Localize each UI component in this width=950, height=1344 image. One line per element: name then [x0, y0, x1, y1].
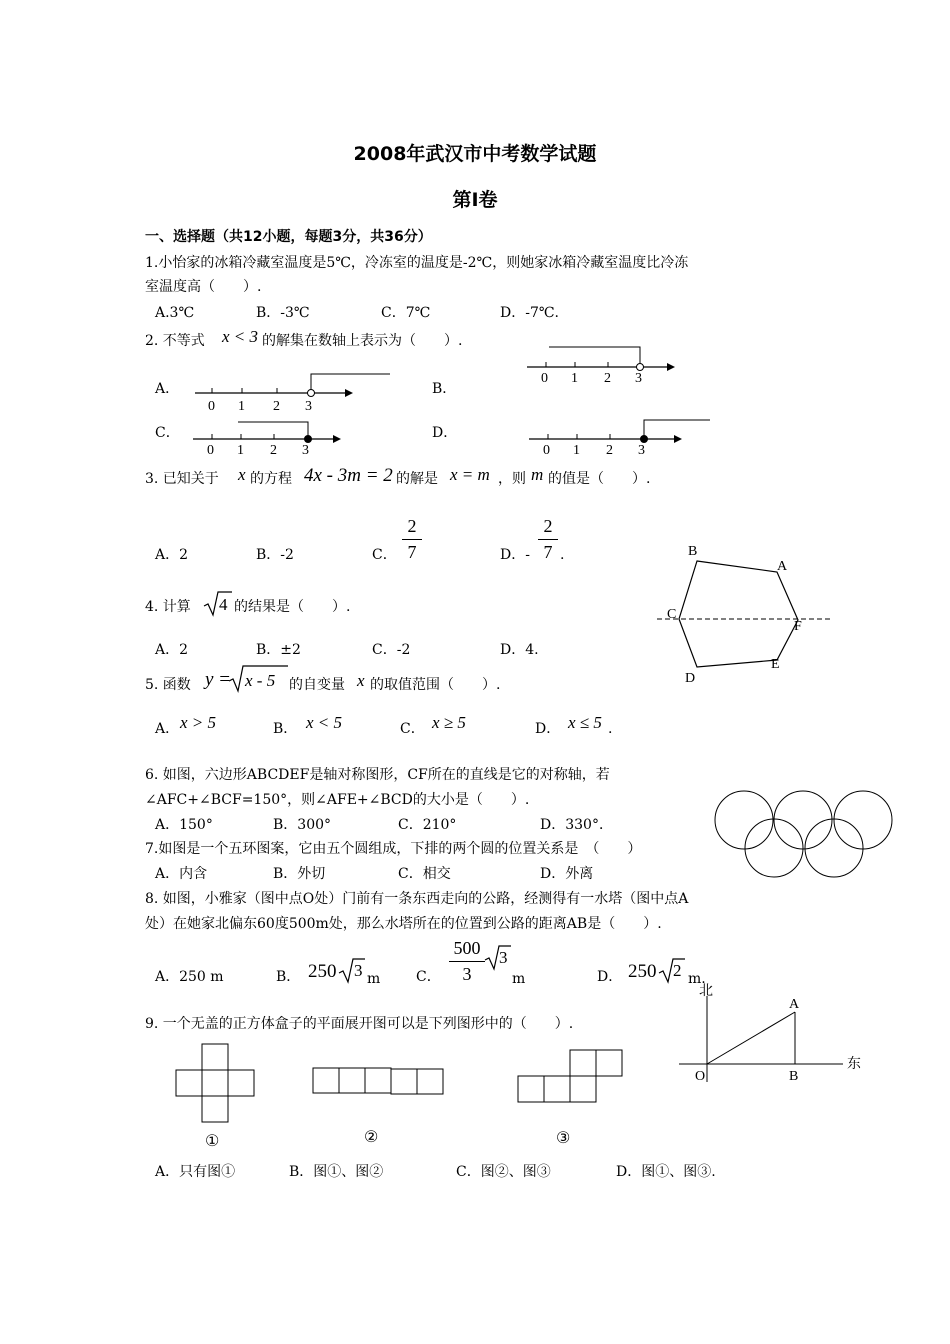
hexagon-figure	[655, 540, 835, 685]
frac-num: 2	[543, 516, 553, 536]
tick-label: 3	[305, 399, 312, 414]
q7-text-line1: 7.如图是一个五环图案，它由五个圆组成，下排的两个圆的位置关系是 （ ）	[145, 841, 642, 857]
q6-option-c: C．210°	[398, 817, 457, 833]
net-figure-3	[517, 1048, 625, 1106]
q5-option-d: x ≤ 5	[568, 713, 602, 732]
frac-num: 500	[453, 938, 481, 958]
point-label-o: O	[695, 1069, 706, 1084]
q8-d-radicand: 2	[673, 961, 682, 980]
q3-option-d: D．-	[500, 547, 530, 563]
tick-label: 3	[635, 371, 642, 386]
tick-label: 2	[606, 443, 613, 458]
q2-label-b: B．	[432, 381, 457, 397]
tick-label: 0	[208, 399, 215, 414]
q2-label-a: A．	[155, 381, 180, 397]
tick-label: 3	[638, 443, 645, 458]
q7-option-b: B．外切	[273, 866, 326, 882]
q8-b-unit: m	[367, 971, 381, 987]
q5-label-c: C．	[400, 721, 425, 737]
net-label-2: ②	[364, 1127, 379, 1146]
q8-option-a: A．250 m	[155, 969, 224, 985]
q7-option-d: D．外离	[540, 866, 594, 882]
point-label-b: B	[688, 544, 698, 559]
q3-text-mid2: 的解是	[396, 471, 438, 487]
point-label-c: C	[667, 607, 677, 622]
tick-label: 2	[273, 399, 280, 414]
number-line-a	[190, 368, 400, 418]
q3-text-post: 的值是（ ）.	[548, 471, 651, 487]
q7-option-c: C．相交	[398, 866, 451, 882]
q5-option-d-end: .	[608, 721, 613, 737]
q3-var-m: m	[531, 465, 544, 484]
tick-label: 1	[571, 371, 578, 386]
q8-d-coef: 250	[628, 961, 657, 982]
q5-option-a: x > 5	[180, 713, 217, 732]
point-label-f: F	[794, 619, 802, 634]
q4-text-post: 的结果是（ ）.	[234, 599, 351, 615]
q3-text-mid: 的方程	[250, 471, 292, 487]
q2-text-pre: 2. 不等式	[145, 333, 205, 349]
tick-label: 1	[237, 443, 244, 458]
tick-label: 2	[270, 443, 277, 458]
net-label-3: ③	[556, 1128, 571, 1147]
q8-b-radicand: 3	[354, 961, 363, 980]
q4-option-c: C．-2	[372, 642, 411, 658]
point-label-e: E	[771, 657, 780, 672]
north-label: 北	[699, 984, 713, 999]
q9-option-d: D．图①、图③.	[616, 1164, 716, 1180]
q3-solution: x = m	[450, 465, 490, 484]
q8-c-sqrt-sign	[484, 944, 512, 972]
five-rings-figure	[708, 782, 898, 882]
page-title: 2008年武汉市中考数学试题	[353, 143, 597, 165]
number-line-c	[188, 414, 358, 459]
q1-option-a: A.3℃	[155, 305, 195, 321]
q8-label-c: C．	[416, 969, 441, 985]
q7-option-a: A．内含	[155, 866, 208, 882]
q6-text-line1: 6. 如图，六边形ABCDEF是轴对称图形，CF所在的直线是它的对称轴，若	[145, 767, 610, 783]
tick-label: 0	[543, 443, 550, 458]
q3-var-x: x	[238, 465, 246, 484]
q3-option-d-end: .	[560, 547, 565, 563]
q5-option-c: x ≥ 5	[432, 713, 466, 732]
q4-sqrt-sign	[203, 590, 233, 618]
tick-label: 0	[207, 443, 214, 458]
q8-c-unit: m	[512, 971, 526, 987]
q1-option-b: B．-3℃	[256, 305, 310, 321]
q8-text-line1: 8. 如图，小雅家（图中点O处）门前有一条东西走向的公路，经测得有一水塔（图中点A	[145, 891, 689, 907]
q3-equation: 4x - 3m = 2	[304, 465, 393, 486]
q9-option-c: C．图②、图③	[456, 1164, 551, 1180]
q2-label-c: C．	[155, 425, 180, 441]
point-label-d: D	[685, 671, 696, 686]
compass-figure	[675, 982, 865, 1087]
q9-text-line1: 9. 一个无盖的正方体盒子的平面展开图可以是下列图形中的（ ）.	[145, 1016, 574, 1032]
q8-b-coef: 250	[308, 961, 337, 982]
q1-option-c: C．7℃	[381, 305, 431, 321]
net-figure-2	[311, 1066, 447, 1096]
q1-text-line2: 室温度高（ ）.	[145, 279, 262, 295]
q6-option-a: A．150°	[155, 817, 213, 833]
frac-den: 3	[462, 964, 472, 984]
net-figure-1	[175, 1042, 257, 1126]
q8-d-unit: m.	[688, 971, 706, 987]
net-label-1: ①	[205, 1131, 220, 1150]
q1-option-d: D．-7℃.	[500, 305, 559, 321]
frac-num: 2	[407, 516, 417, 536]
tick-label: 0	[541, 371, 548, 386]
q5-label-a: A．	[155, 721, 180, 737]
q5-label-d: D．	[535, 721, 561, 737]
q8-text-line2: 处）在她家北偏东60度500m处，那么水塔所在的位置到公路的距离AB是（ ）.	[145, 916, 662, 932]
q3-fraction-d	[538, 516, 558, 563]
q5-label-b: B．	[273, 721, 298, 737]
q3-option-a: A．2	[155, 547, 189, 563]
section-heading: 一、选择题（共12小题，每题3分，共36分）	[145, 229, 432, 245]
q5-text-post: 的取值范围（ ）.	[370, 677, 501, 693]
frac-den: 7	[407, 542, 417, 562]
q6-option-d: D．330°．	[540, 817, 613, 833]
q5-var-x: x	[357, 671, 365, 690]
q4-text-pre: 4. 计算	[145, 599, 191, 615]
q3-option-b: B．-2	[256, 547, 294, 563]
tick-label: 1	[573, 443, 580, 458]
q4-option-b: B．±2	[256, 642, 301, 658]
q3-fraction-c	[402, 516, 422, 563]
q6-text-line2: ∠AFC+∠BCF=150°，则∠AFE+∠BCD的大小是（ ）.	[145, 792, 530, 808]
q5-radicand: x - 5	[245, 671, 276, 690]
q4-option-a: A．2	[155, 642, 189, 658]
q2-text-post: 的解集在数轴上表示为（ ）.	[262, 333, 463, 349]
q5-option-b: x < 5	[306, 713, 343, 732]
q5-function: y =	[205, 669, 232, 690]
q5-text-pre: 5. 函数	[145, 677, 191, 693]
q8-c-radicand: 3	[499, 948, 508, 967]
q2-label-d: D．	[432, 425, 458, 441]
volume-title: 第Ⅰ卷	[452, 189, 498, 211]
q8-label-d: D．	[597, 969, 623, 985]
q5-text-mid: 的自变量	[289, 677, 345, 693]
q9-option-a: A．只有图①	[155, 1164, 236, 1180]
q6-option-b: B．300°	[273, 817, 332, 833]
q8-c-fraction	[449, 938, 485, 985]
q1-text-line1: 1.小怡家的冰箱冷藏室温度是5℃，冷冻室的温度是-2℃，则她家冰箱冷藏室温度比冷冻	[145, 255, 689, 271]
q2-inequality: x < 3	[222, 327, 259, 346]
tick-label: 1	[238, 399, 245, 414]
point-label-a: A	[789, 997, 800, 1012]
q8-d-sqrt-sign	[658, 957, 686, 985]
q4-option-d: D．4.	[500, 642, 539, 658]
point-label-b: B	[789, 1069, 799, 1084]
tick-label: 2	[604, 371, 611, 386]
frac-den: 7	[543, 542, 553, 562]
tick-label: 3	[302, 443, 309, 458]
q3-text-pre: 3. 已知关于	[145, 471, 219, 487]
number-line-d	[524, 414, 724, 459]
point-label-a: A	[777, 559, 788, 574]
q3-text-mid3: ，则	[498, 471, 526, 487]
q9-option-b: B．图①、图②	[289, 1164, 384, 1180]
q8-label-b: B．	[276, 969, 301, 985]
q4-radicand: 4	[219, 595, 228, 614]
number-line-b	[522, 342, 692, 387]
east-label: 东	[847, 1057, 861, 1072]
q3-option-c: C．	[372, 547, 397, 563]
